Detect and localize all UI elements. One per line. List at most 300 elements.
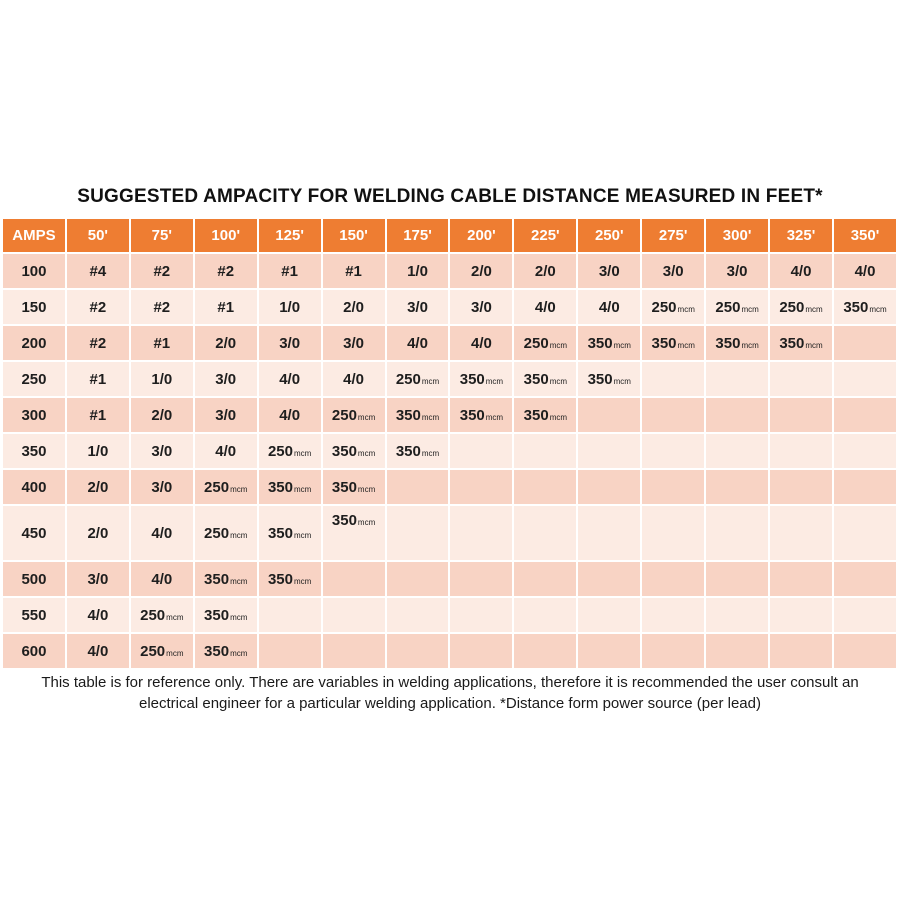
- footnote: [0, 672, 900, 714]
- cable-size-cell: [131, 254, 193, 288]
- cable-size-cell: [387, 290, 449, 324]
- cable-size-value: 3/0: [598, 262, 620, 280]
- cable-size-value: 350: [395, 442, 421, 460]
- cable-size-unit: mcm: [805, 304, 823, 314]
- cable-size-value: 350: [204, 642, 230, 660]
- cable-size-value: 350: [204, 570, 230, 588]
- cable-size-cell: [642, 598, 704, 632]
- cable-size-cell: [259, 598, 321, 632]
- cable-size-value: 350: [587, 334, 613, 352]
- cable-size-unit: mcm: [485, 412, 504, 422]
- cable-size-cell: [450, 362, 512, 396]
- amps-cell: 450: [3, 506, 65, 560]
- cable-size-value: 4/0: [407, 334, 428, 352]
- cable-size-value: 4/0: [470, 334, 492, 352]
- cable-size-value: 2/0: [87, 478, 109, 496]
- table-row: [3, 398, 896, 432]
- cable-size-cell: [67, 434, 129, 468]
- cable-size-value: 2/0: [534, 262, 556, 280]
- cable-size-cell: [67, 362, 129, 396]
- cable-size-value: 3/0: [470, 298, 492, 316]
- cable-size-cell: [514, 326, 576, 360]
- cable-size-value: #4: [89, 262, 107, 280]
- cable-size-cell: [514, 506, 576, 560]
- column-header-distance: 225': [514, 219, 576, 252]
- cable-size-cell: [323, 398, 385, 432]
- cable-size-cell: [578, 398, 640, 432]
- table-row: [3, 434, 896, 468]
- cable-size-cell: [642, 562, 704, 596]
- column-header-distance: 300': [706, 219, 768, 252]
- cable-size-unit: mcm: [294, 484, 312, 494]
- column-header-distance: 75': [131, 219, 193, 252]
- cable-size-value: 4/0: [87, 606, 109, 624]
- cable-size-cell: [642, 254, 704, 288]
- column-header-distance: 100': [195, 219, 257, 252]
- cable-size-cell: [323, 598, 385, 632]
- cable-size-value: 350: [267, 570, 293, 588]
- cable-size-cell: [387, 634, 449, 668]
- cable-size-value: 2/0: [87, 524, 109, 542]
- cable-size-cell: [450, 290, 512, 324]
- cable-size-unit: mcm: [230, 648, 248, 658]
- cable-size-cell: [770, 598, 832, 632]
- cable-size-value: 250: [779, 298, 805, 316]
- cable-size-value: 3/0: [151, 442, 173, 460]
- table-row: [3, 562, 896, 596]
- cable-size-value: 3/0: [151, 478, 173, 496]
- cable-size-cell: [131, 562, 193, 596]
- cable-size-cell: [131, 434, 193, 468]
- cable-size-cell: [323, 254, 385, 288]
- amps-cell: 100: [3, 254, 65, 288]
- cable-size-cell: [195, 470, 257, 504]
- cable-size-unit: mcm: [549, 412, 568, 422]
- cable-size-cell: [770, 506, 832, 560]
- column-header-distance: 275': [642, 219, 704, 252]
- amps-cell: 500: [3, 562, 65, 596]
- cable-size-unit: mcm: [485, 376, 504, 386]
- cable-size-value: #1: [153, 334, 171, 352]
- cable-size-value: 350: [523, 406, 549, 424]
- cable-size-cell: [131, 598, 193, 632]
- cable-size-unit: mcm: [741, 304, 759, 314]
- cable-size-value: 3/0: [726, 262, 748, 280]
- cable-size-value: #1: [281, 262, 298, 280]
- amps-cell: 550: [3, 598, 65, 632]
- cable-size-unit: mcm: [230, 612, 248, 622]
- cable-size-value: 350: [587, 370, 613, 388]
- cable-size-value: 350: [523, 370, 549, 388]
- cable-size-cell: [387, 362, 449, 396]
- cable-size-cell: [578, 562, 640, 596]
- cable-size-unit: mcm: [230, 530, 248, 540]
- cable-size-cell: [514, 434, 576, 468]
- cable-size-cell: [834, 326, 896, 360]
- cable-size-value: 350: [779, 334, 805, 352]
- cable-size-cell: [450, 398, 512, 432]
- table-row: [3, 634, 896, 668]
- cable-size-cell: [770, 326, 832, 360]
- cable-size-cell: [387, 434, 449, 468]
- cable-size-unit: mcm: [805, 340, 823, 350]
- cable-size-value: #2: [217, 262, 235, 280]
- cable-size-value: 4/0: [279, 370, 301, 388]
- column-header-amps: AMPS: [3, 219, 65, 252]
- cable-size-cell: [450, 434, 512, 468]
- cable-size-cell: [195, 634, 257, 668]
- amps-cell: 400: [3, 470, 65, 504]
- table-body: [3, 254, 896, 668]
- cable-size-unit: mcm: [421, 412, 440, 422]
- cable-size-value: #2: [153, 298, 171, 316]
- cable-size-value: 4/0: [343, 370, 364, 388]
- column-header-distance: 325': [770, 219, 832, 252]
- cable-size-cell: [514, 470, 576, 504]
- cable-size-cell: [578, 506, 640, 560]
- cable-size-cell: [131, 398, 193, 432]
- cable-size-unit: mcm: [357, 484, 376, 494]
- cable-size-value: 1/0: [87, 442, 109, 460]
- cable-size-cell: [259, 634, 321, 668]
- cable-size-cell: [259, 398, 321, 432]
- cable-size-cell: [450, 326, 512, 360]
- cable-size-cell: [387, 562, 449, 596]
- cable-size-cell: [834, 470, 896, 504]
- table-row: [3, 290, 896, 324]
- cable-size-value: 3/0: [279, 334, 301, 352]
- cable-size-cell: [387, 470, 449, 504]
- cable-size-cell: [578, 470, 640, 504]
- cable-size-value: 350: [331, 478, 357, 496]
- cable-size-value: 350: [267, 524, 293, 542]
- cable-size-unit: mcm: [357, 518, 376, 527]
- cable-size-value: #2: [89, 334, 107, 352]
- cable-size-cell: [259, 506, 321, 560]
- cable-size-unit: mcm: [549, 340, 568, 350]
- cable-size-cell: [770, 362, 832, 396]
- cable-size-cell: [131, 470, 193, 504]
- cable-size-cell: [834, 634, 896, 668]
- cable-size-value: 4/0: [598, 298, 620, 316]
- cable-size-value: 2/0: [215, 334, 237, 352]
- cable-size-value: #1: [217, 298, 235, 316]
- cable-size-cell: [195, 290, 257, 324]
- cable-size-cell: [323, 562, 385, 596]
- cable-size-cell: [514, 634, 576, 668]
- cable-size-cell: [834, 434, 896, 468]
- cable-size-cell: [706, 562, 768, 596]
- cable-size-cell: [642, 506, 704, 560]
- cable-size-cell: [387, 506, 449, 560]
- cable-size-cell: [67, 562, 129, 596]
- cable-size-cell: [770, 434, 832, 468]
- cable-size-value: 250: [140, 606, 166, 624]
- cable-size-unit: mcm: [294, 576, 312, 586]
- cable-size-cell: [195, 434, 257, 468]
- cable-size-unit: mcm: [549, 376, 568, 386]
- cable-size-cell: [323, 362, 385, 396]
- cable-size-value: 350: [459, 406, 485, 424]
- cable-size-value: 350: [843, 298, 869, 316]
- cable-size-unit: mcm: [294, 448, 312, 458]
- cable-size-cell: [706, 470, 768, 504]
- cable-size-cell: [514, 562, 576, 596]
- cable-size-cell: [706, 506, 768, 560]
- cable-size-cell: [259, 362, 321, 396]
- cable-size-value: #1: [89, 406, 107, 424]
- cable-size-value: #1: [345, 262, 362, 280]
- cable-size-cell: [67, 290, 129, 324]
- cable-size-value: #1: [89, 370, 107, 388]
- cable-size-cell: [706, 326, 768, 360]
- amps-cell: 600: [3, 634, 65, 668]
- column-header-distance: 50': [67, 219, 129, 252]
- cable-size-cell: [706, 598, 768, 632]
- cable-size-cell: [259, 326, 321, 360]
- cable-size-cell: [67, 598, 129, 632]
- cable-size-value: 250: [715, 298, 741, 316]
- ampacity-table: [1, 217, 898, 670]
- cable-size-cell: [642, 290, 704, 324]
- cable-size-value: 350: [715, 334, 741, 352]
- cable-size-cell: [578, 434, 640, 468]
- cable-size-unit: mcm: [357, 412, 376, 422]
- column-header-distance: 175': [387, 219, 449, 252]
- cable-size-cell: [259, 434, 321, 468]
- cable-size-cell: [578, 634, 640, 668]
- cable-size-value: 3/0: [215, 370, 237, 388]
- cable-size-value: 350: [459, 370, 485, 388]
- cable-size-cell: [259, 290, 321, 324]
- cable-size-cell: [642, 398, 704, 432]
- amps-cell: 250: [3, 362, 65, 396]
- cable-size-cell: [642, 326, 704, 360]
- column-header-distance: 250': [578, 219, 640, 252]
- cable-size-cell: [67, 470, 129, 504]
- column-header-distance: 150': [323, 219, 385, 252]
- cable-size-value: 3/0: [87, 570, 109, 588]
- cable-size-value: 4/0: [790, 262, 812, 280]
- cable-size-unit: mcm: [357, 448, 376, 458]
- cable-size-value: 250: [523, 334, 549, 352]
- cable-size-cell: [642, 362, 704, 396]
- cable-size-cell: [323, 434, 385, 468]
- cable-size-cell: [770, 254, 832, 288]
- cable-size-cell: [387, 326, 449, 360]
- cable-size-cell: [131, 506, 193, 560]
- cable-size-cell: [642, 434, 704, 468]
- cable-size-cell: [195, 598, 257, 632]
- cable-size-cell: [770, 562, 832, 596]
- cable-size-cell: [195, 562, 257, 596]
- cable-size-value: 4/0: [151, 570, 173, 588]
- cable-size-unit: mcm: [869, 304, 887, 314]
- cable-size-cell: [131, 326, 193, 360]
- table-header-row: [3, 219, 896, 252]
- cable-size-cell: [578, 326, 640, 360]
- footnote-line-2: electrical engineer for a particular welding application. *Distance form power source (per lead): [139, 695, 761, 712]
- cable-size-cell: [770, 290, 832, 324]
- cable-size-cell: [834, 598, 896, 632]
- amps-cell: 200: [3, 326, 65, 360]
- cable-size-cell: [706, 362, 768, 396]
- cable-size-cell: [450, 634, 512, 668]
- cable-size-cell: [450, 470, 512, 504]
- cable-size-value: 2/0: [343, 298, 364, 316]
- cable-size-cell: [578, 254, 640, 288]
- cable-size-value: #2: [89, 298, 107, 316]
- table-row: [3, 598, 896, 632]
- cable-size-cell: [131, 634, 193, 668]
- cable-size-unit: mcm: [613, 340, 631, 350]
- cable-size-cell: [259, 470, 321, 504]
- cable-size-cell: [642, 634, 704, 668]
- cable-size-cell: [834, 398, 896, 432]
- ampacity-table-container: [1, 217, 898, 670]
- cable-size-cell: [323, 470, 385, 504]
- cable-size-cell: [514, 254, 576, 288]
- cable-size-cell: [195, 362, 257, 396]
- cable-size-value: 250: [331, 406, 357, 424]
- cable-size-cell: [514, 398, 576, 432]
- cable-size-cell: [131, 290, 193, 324]
- cable-size-value: 4/0: [854, 262, 876, 280]
- cable-size-value: 4/0: [215, 442, 237, 460]
- cable-size-value: 2/0: [151, 406, 173, 424]
- cable-size-value: 4/0: [534, 298, 556, 316]
- cable-size-unit: mcm: [677, 304, 695, 314]
- cable-size-unit: mcm: [230, 484, 248, 494]
- cable-size-cell: [450, 254, 512, 288]
- cable-size-cell: [770, 398, 832, 432]
- cable-size-value: 350: [331, 512, 357, 529]
- cable-size-value: 1/0: [151, 370, 173, 388]
- cable-size-cell: [387, 398, 449, 432]
- cable-size-value: 250: [651, 298, 677, 316]
- cable-size-unit: mcm: [294, 530, 312, 540]
- cable-size-cell: [706, 290, 768, 324]
- cable-size-cell: [67, 254, 129, 288]
- cable-size-value: 1/0: [279, 298, 301, 316]
- cable-size-cell: [770, 470, 832, 504]
- cable-size-value: #2: [153, 262, 171, 280]
- cable-size-cell: [834, 290, 896, 324]
- cable-size-cell: [67, 398, 129, 432]
- cable-size-cell: [706, 434, 768, 468]
- cable-size-unit: mcm: [230, 576, 248, 586]
- cable-size-cell: [67, 326, 129, 360]
- table-row: [3, 506, 896, 560]
- cable-size-value: 350: [395, 406, 421, 424]
- cable-size-value: 250: [204, 478, 230, 496]
- cable-size-cell: [195, 326, 257, 360]
- footnote-line-1: This table is for reference only. There are variables in welding applications, therefore it is recommended the user consult an: [41, 674, 859, 691]
- cable-size-cell: [450, 598, 512, 632]
- column-header-distance: 350': [834, 219, 896, 252]
- cable-size-cell: [514, 290, 576, 324]
- cable-size-value: 2/0: [470, 262, 492, 280]
- cable-size-unit: mcm: [677, 340, 695, 350]
- cable-size-cell: [387, 598, 449, 632]
- cable-size-cell: [195, 254, 257, 288]
- cable-size-value: 1/0: [407, 262, 428, 280]
- cable-size-cell: [450, 562, 512, 596]
- cable-size-cell: [195, 398, 257, 432]
- cable-size-value: 4/0: [87, 642, 109, 660]
- table-row: [3, 362, 896, 396]
- cable-size-value: 250: [204, 524, 230, 542]
- cable-size-cell: [706, 254, 768, 288]
- cable-size-value: 4/0: [279, 406, 301, 424]
- cable-size-value: 3/0: [407, 298, 428, 316]
- cable-size-cell: [323, 506, 385, 560]
- cable-size-cell: [514, 598, 576, 632]
- cable-size-cell: [578, 290, 640, 324]
- cable-size-cell: [259, 562, 321, 596]
- cable-size-cell: [450, 506, 512, 560]
- cable-size-value: 250: [395, 370, 421, 388]
- amps-cell: 150: [3, 290, 65, 324]
- cable-size-cell: [323, 634, 385, 668]
- cable-size-cell: [706, 398, 768, 432]
- amps-cell: 300: [3, 398, 65, 432]
- cable-size-unit: mcm: [421, 376, 440, 386]
- column-header-distance: 200': [450, 219, 512, 252]
- table-row: [3, 326, 896, 360]
- cable-size-value: 3/0: [662, 262, 684, 280]
- cable-size-cell: [706, 634, 768, 668]
- cable-size-value: 3/0: [215, 406, 237, 424]
- cable-size-value: 350: [267, 478, 293, 496]
- cable-size-unit: mcm: [613, 376, 631, 386]
- cable-size-cell: [578, 362, 640, 396]
- cable-size-cell: [514, 362, 576, 396]
- cable-size-unit: mcm: [421, 448, 440, 458]
- cable-size-cell: [834, 254, 896, 288]
- cable-size-cell: [387, 254, 449, 288]
- cable-size-value: 350: [204, 606, 230, 624]
- cable-size-cell: [195, 506, 257, 560]
- cable-size-value: 350: [651, 334, 677, 352]
- cable-size-cell: [834, 506, 896, 560]
- table-row: [3, 470, 896, 504]
- cable-size-cell: [323, 326, 385, 360]
- cable-size-value: 250: [267, 442, 293, 460]
- cable-size-cell: [131, 362, 193, 396]
- cable-size-cell: [259, 254, 321, 288]
- cable-size-cell: [67, 634, 129, 668]
- cable-size-cell: [67, 506, 129, 560]
- cable-size-value: 4/0: [151, 524, 173, 542]
- cable-size-cell: [323, 290, 385, 324]
- table-row: [3, 254, 896, 288]
- cable-size-unit: mcm: [166, 612, 184, 622]
- cable-size-cell: [834, 362, 896, 396]
- column-header-distance: 125': [259, 219, 321, 252]
- cable-size-cell: [770, 634, 832, 668]
- cable-size-unit: mcm: [166, 648, 184, 658]
- amps-cell: 350: [3, 434, 65, 468]
- cable-size-unit: mcm: [741, 340, 759, 350]
- page-title: SUGGESTED AMPACITY FOR WELDING CABLE DISTANCE MEASURED IN FEET*: [77, 186, 823, 207]
- cable-size-cell: [578, 598, 640, 632]
- cable-size-cell: [642, 470, 704, 504]
- cable-size-value: 350: [331, 442, 357, 460]
- cable-size-value: 3/0: [343, 334, 364, 352]
- cable-size-cell: [834, 562, 896, 596]
- cable-size-value: 250: [140, 642, 166, 660]
